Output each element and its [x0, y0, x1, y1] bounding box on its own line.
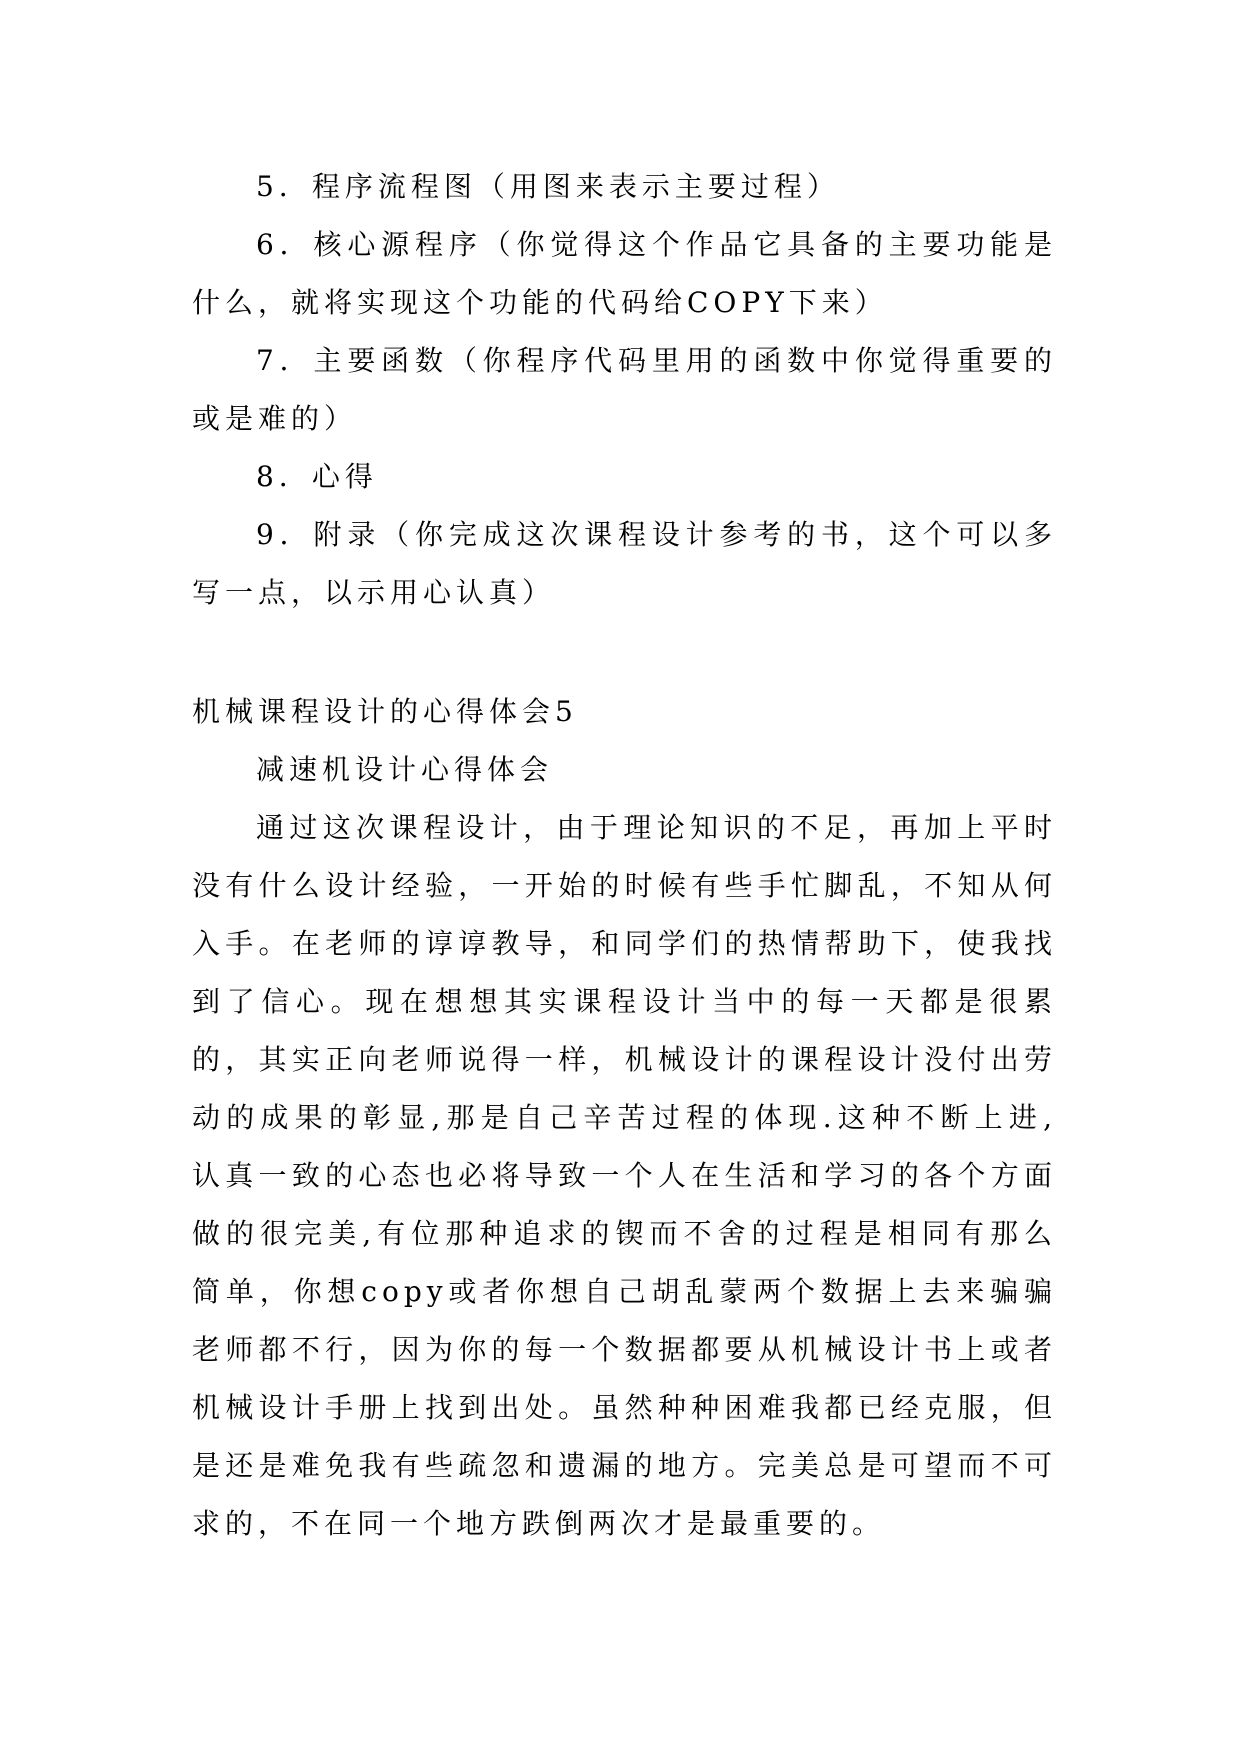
list-item: 8．心得	[256, 460, 378, 493]
article	[192, 683, 1057, 1553]
list-item: 6．核心源程序（你觉得这个作品它具备的主要功能是什么，就将实现这个功能的代码给COPY下来）	[192, 228, 1057, 319]
article-subtitle: 减速机设计心得体会	[256, 753, 554, 786]
list-item: 7．主要函数（你程序代码里用的函数中你觉得重要的或是难的）	[192, 344, 1057, 435]
article-title: 机械课程设计的心得体会5	[192, 695, 578, 728]
list-item: 5．程序流程图（用图来表示主要过程）	[256, 170, 840, 203]
list-item: 9．附录（你完成这次课程设计参考的书，这个可以多写一点，以示用心认真）	[192, 518, 1057, 609]
article-body: 通过这次课程设计，由于理论知识的不足，再加上平时没有什么设计经验，一开始的时候有些手忙脚乱，不知从何入手。在老师的谆谆教导，和同学们的热情帮助下，使我找到了信心。现在想想其实课程设计当中的每一天都是很累的，其实正向老师说得一样，机械设计的课程设计没付出劳动的成果的彰显,那是自己辛苦过程的体现.这种不断上进,认真一致的心态也必将导致一个人在生活和学习的各个方面做的很完美,有位那种追求的锲而不舍的过程是相同有那么简单，你想copy或者你想自己胡乱蒙两个数据上去来骗骗老师都不行，因为你的每一个数据都要从机械设计书上或者机械设计手册上找到出处。虽然种种困难我都已经克服，但是还是难免我有些疏忽和遗漏的地方。完美总是可望而不可求的，不在同一个地方跌倒两次才是最重要的。	[192, 811, 1057, 1540]
requirements-list	[192, 158, 1057, 622]
